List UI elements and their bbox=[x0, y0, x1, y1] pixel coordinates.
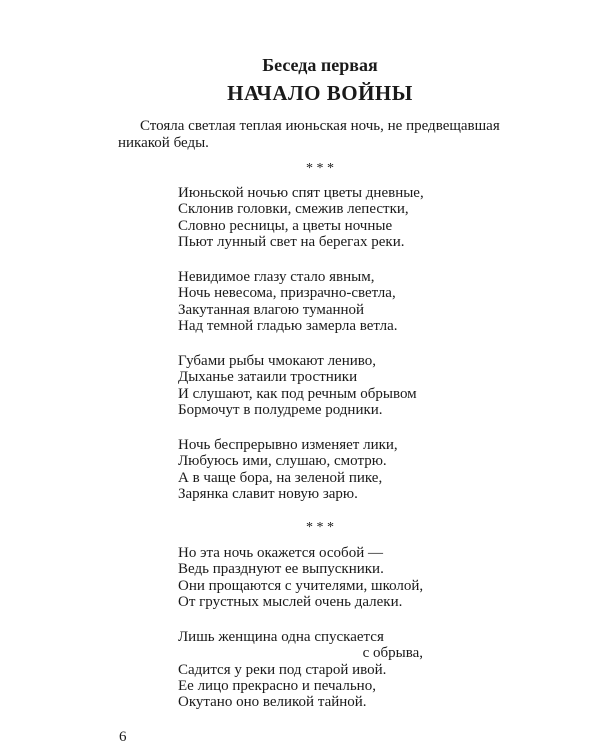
verse-line: И слушают, как под речным обрывом bbox=[178, 385, 417, 402]
verse-line: Но эта ночь окажется особой — bbox=[178, 545, 383, 561]
verse-line: Ведь празднуют ее выпускники. bbox=[178, 561, 384, 578]
verse-line: Ее лицо прекрасно и печально, bbox=[178, 677, 376, 694]
intro-paragraph bbox=[118, 118, 558, 152]
verse-line: Пьют лунный свет на берегах реки. bbox=[178, 233, 405, 250]
verse-line: Бормочут в полудреме родники. bbox=[178, 401, 383, 418]
intro-line: никакой беды. bbox=[118, 135, 209, 151]
stanza bbox=[178, 269, 398, 334]
verse-line: Губами рыбы чмокают лениво, bbox=[178, 353, 376, 369]
verse-line: Июньской ночью спят цветы дневные, bbox=[178, 185, 424, 201]
stanza bbox=[178, 185, 424, 250]
separator: * * * bbox=[306, 520, 334, 535]
verse-line: Над темной гладью замерла ветла. bbox=[178, 317, 398, 334]
verse-line: Ночь беспрерывно изменяет лики, bbox=[178, 437, 398, 453]
stanza bbox=[178, 437, 398, 502]
chapter-title: НАЧАЛО ВОЙНЫ bbox=[227, 81, 413, 105]
verse-line: Ночь невесома, призрачно-светла, bbox=[178, 285, 396, 302]
verse-line: От грустных мыслей очень далеки. bbox=[178, 593, 403, 610]
verse-line: Любуюсь ими, слушаю, смотрю. bbox=[178, 453, 387, 470]
stanza bbox=[178, 353, 417, 418]
verse-line: Лишь женщина одна спускается bbox=[178, 629, 384, 645]
verse-line: Садится у реки под старой ивой. bbox=[178, 661, 387, 678]
verse-line: Невидимое глазу стало явным, bbox=[178, 269, 375, 285]
verse-line: А в чаще бора, на зеленой пике, bbox=[178, 469, 383, 486]
stanza bbox=[178, 629, 423, 710]
verse-line: Словно ресницы, а цветы ночные bbox=[178, 217, 393, 234]
intro-line: Стояла светлая теплая июньская ночь, не предвещавшая bbox=[140, 118, 500, 134]
verse-line: Они прощаются с учителями, школой, bbox=[178, 577, 424, 594]
verse-line: Окутано оно великой тайной. bbox=[178, 694, 367, 711]
page-number: 6 bbox=[119, 729, 127, 745]
chapter-heading: Беседа первая bbox=[262, 55, 378, 75]
stanza bbox=[178, 545, 423, 610]
verse-line: Закутанная влагою туманной bbox=[178, 301, 365, 318]
verse-line: Дыханье затаили тростники bbox=[178, 369, 358, 386]
verse-line: с обрыва, bbox=[362, 645, 423, 662]
verse-line: Зарянка славит новую зарю. bbox=[178, 485, 358, 502]
separator: * * * bbox=[306, 161, 334, 176]
verse-line: Склонив головки, смежив лепестки, bbox=[178, 201, 409, 218]
